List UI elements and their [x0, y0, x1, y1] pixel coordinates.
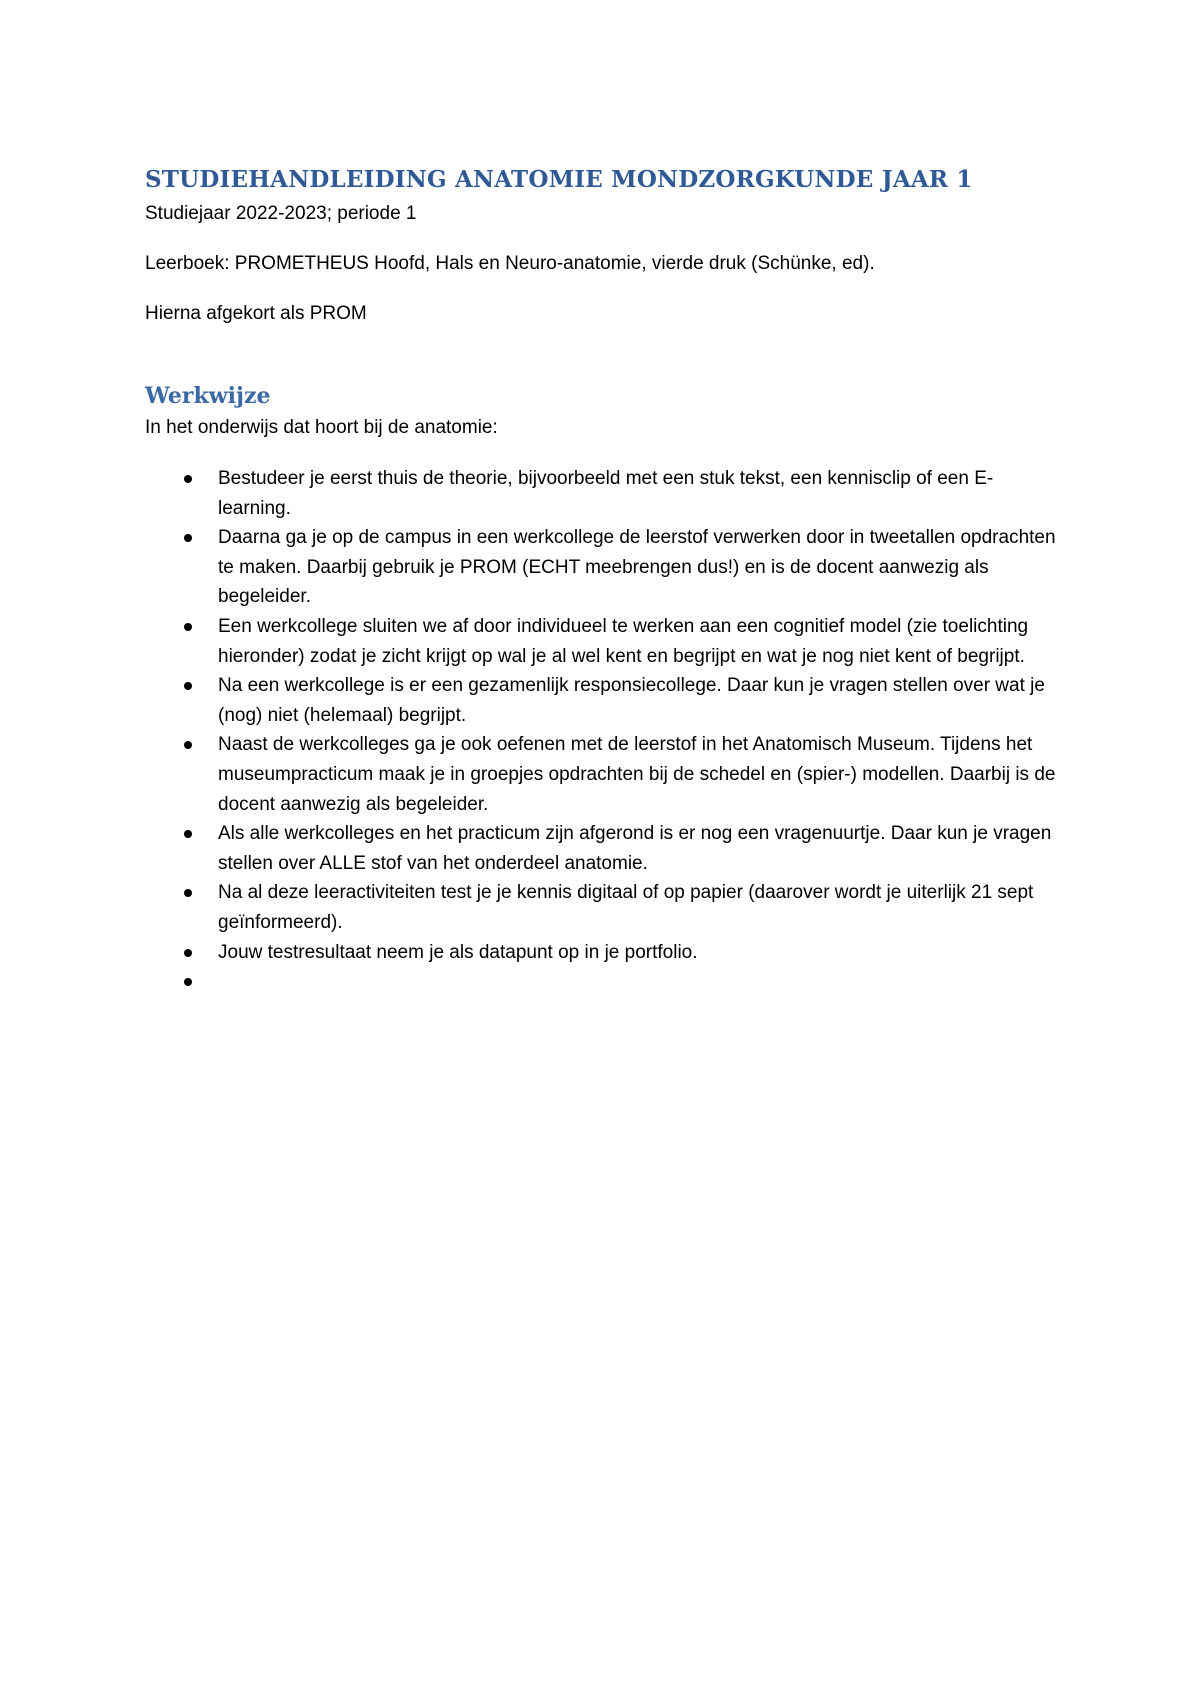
list-item-text: Na al deze leeractiviteiten test je je kennis digitaal of op papier (daarover wordt je uiterlijk 21 sept geïnformeerd). — [218, 882, 1034, 933]
bullet-icon — [184, 830, 192, 838]
list-item — [145, 878, 1058, 937]
list-item — [145, 730, 1058, 819]
list-item-text: Een werkcollege sluiten we af door individueel te werken aan een cognitief model (zie toelichting hieronder) zodat je zicht krijgt op wal je al wel kent en begrijpt en wat je nog niet kent of begrijpt. — [218, 615, 1029, 667]
list-item — [145, 819, 1058, 878]
list-item — [145, 938, 1058, 968]
document-body — [145, 164, 1065, 997]
textbook-line: Leerboek: PROMETHEUS Hoofd, Hals en Neuro-anatomie, vierde druk (Schünke, ed). — [145, 253, 875, 274]
abbreviation-line: Hierna afgekort als PROM — [145, 303, 367, 324]
list-item-text: Als alle werkcolleges en het practicum zijn afgerond is er nog een vragenuurtje. Daar kun je vragen stellen over ALLE stof van het onderdeel anatomie. — [218, 823, 1052, 874]
list-item-text: Na een werkcollege is er een gezamenlijk responsiecollege. Daar kun je vragen stellen over wat je (nog) niet (helemaal) begrijpt. — [218, 675, 1045, 726]
bullet-icon — [184, 534, 192, 542]
bullet-icon — [184, 623, 192, 631]
study-year: Studiejaar 2022-2023; periode 1 — [145, 203, 417, 224]
bullet-icon — [184, 475, 192, 483]
list-item-text — [218, 967, 1058, 997]
list-item-text: Jouw testresultaat neem je als datapunt op in je portfolio. — [218, 941, 698, 963]
list-item-text: Naast de werkcolleges ga je ook oefenen met de leerstof in het Anatomisch Museum. Tijdens het museumpracticum maak je in groepjes opdrachten bij de schedel en (spier-) modellen. Daarbij is de docent aanwezig als begeleider. — [218, 734, 1056, 815]
bullet-icon — [184, 978, 192, 986]
bullet-icon — [184, 949, 192, 957]
bullet-icon — [184, 889, 192, 897]
list-item-text: Daarna ga je op de campus in een werkcollege de leerstof verwerken door in tweetallen opdrachten te maken. Daarbij gebruik je PROM (ECHT meebrengen dus!) en is de docent aanwezig als begeleider. — [218, 527, 1056, 608]
bullet-icon — [184, 682, 192, 690]
bullet-list — [145, 464, 1065, 997]
document-title: STUDIEHANDLEIDING ANATOMIE MONDZORGKUNDE JAAR 1 — [145, 166, 973, 193]
list-item-empty — [145, 967, 1058, 997]
section-intro: In het onderwijs dat hoort bij de anatomie: — [145, 417, 498, 438]
list-item — [145, 523, 1058, 612]
list-item — [145, 671, 1058, 730]
list-item-text: Bestudeer je eerst thuis de theorie, bijvoorbeeld met een stuk tekst, een kennisclip of een E-learning. — [218, 468, 994, 519]
list-item — [145, 464, 1058, 523]
bullet-icon — [184, 741, 192, 749]
section-heading-werkwijze: Werkwijze — [145, 383, 271, 409]
list-item — [145, 612, 1058, 671]
